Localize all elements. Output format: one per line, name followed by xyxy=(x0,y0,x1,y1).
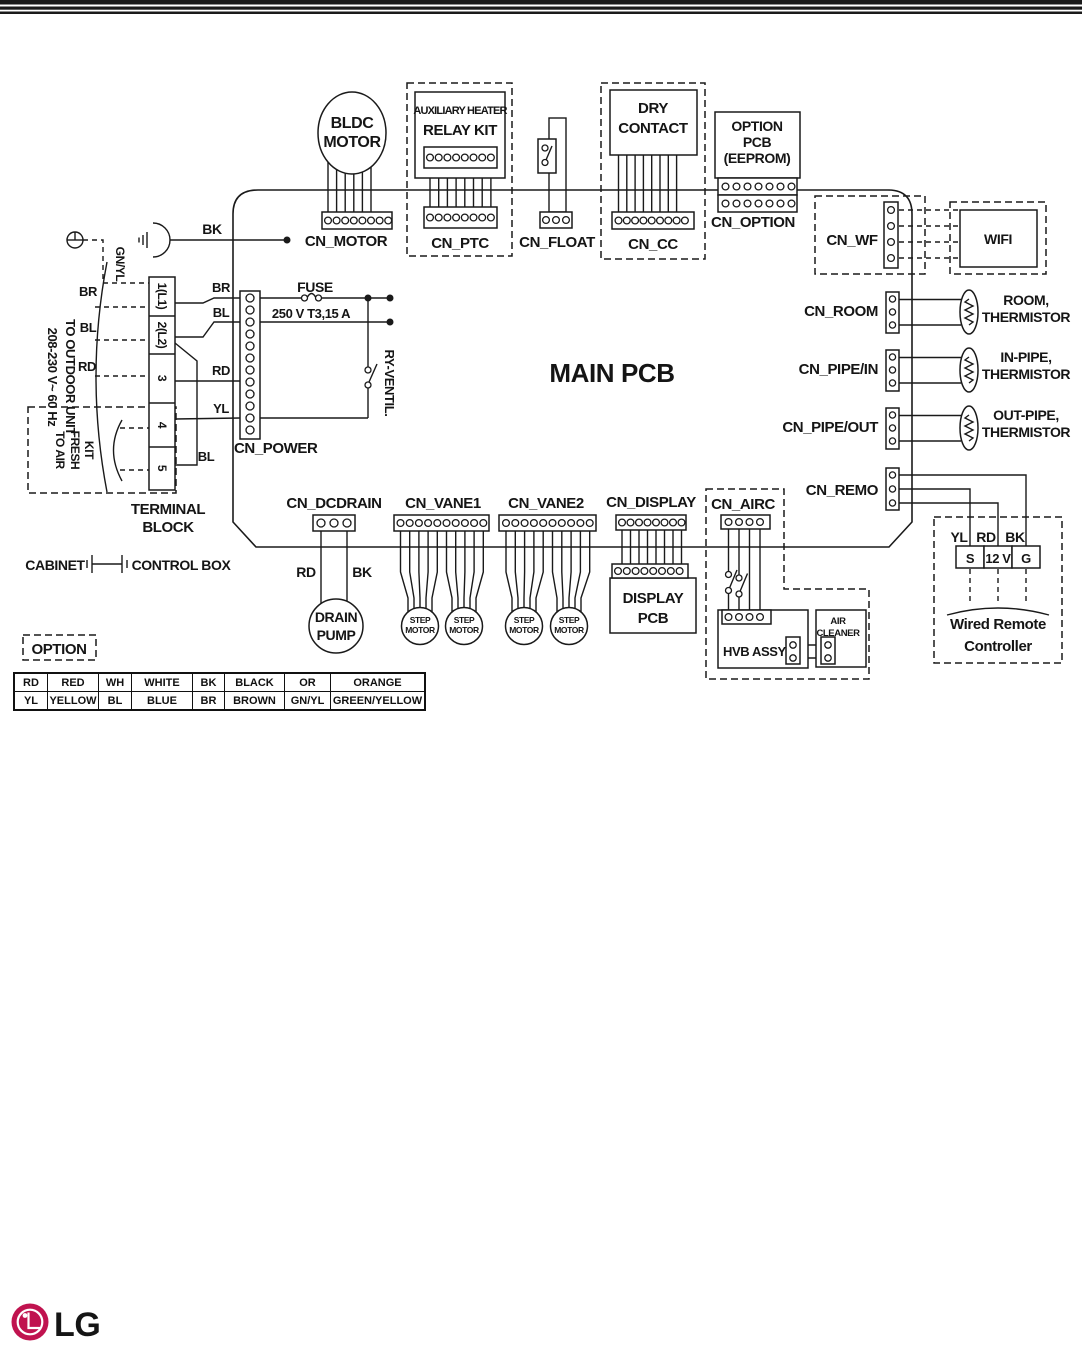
inpipe-thermistor-label: IN-PIPE, xyxy=(1000,349,1052,365)
cabinet-legend-label: CABINET xyxy=(25,557,85,573)
rd-remote-wire-label: RD xyxy=(976,529,996,545)
yl-remote-wire-label: YL xyxy=(950,529,968,545)
power-input-wires xyxy=(170,240,287,465)
bl-wire-label-right: BL xyxy=(212,305,230,320)
air-cleaner-label2: CLEANER xyxy=(816,628,860,639)
main-pcb-title: MAIN PCB xyxy=(549,358,675,388)
color-table-row xyxy=(14,673,425,692)
room-thermistor-label: ROOM, xyxy=(1003,292,1049,308)
drain-pump-label: DRAIN xyxy=(314,609,358,625)
dry-contact-label: DRY xyxy=(638,100,668,117)
aux-heater-label2: RELAY KIT xyxy=(423,122,497,139)
color-name: ORANGE xyxy=(331,673,426,692)
bldc-motor-label2: MOTOR xyxy=(323,134,381,151)
ry-ventil-switch-icon xyxy=(365,364,377,388)
display-pcb-label: DISPLAY xyxy=(622,590,684,607)
thermistor-inpipe-icon xyxy=(960,348,978,392)
dry-contact-label2: CONTACT xyxy=(618,120,688,137)
remote-terminal-12v-label: 12 V xyxy=(985,551,1011,566)
color-code: BK xyxy=(193,673,225,692)
cn-dcdrain-label: CN_DCDRAIN xyxy=(286,495,382,512)
step-motor-1-label: STEP xyxy=(409,615,431,625)
lg-logo-text: LG xyxy=(54,1306,101,1344)
cn-vane2-label: CN_VANE2 xyxy=(508,495,584,512)
thermistor-room-icon xyxy=(960,290,978,334)
rd-pump-wire-label: RD xyxy=(296,564,316,580)
color-name: RED xyxy=(48,673,99,692)
rd-wire-label-right: RD xyxy=(212,363,230,378)
wifi-dashed-wires xyxy=(899,210,960,258)
step-motor-1-label2: MOTOR xyxy=(405,625,435,635)
fuse-label: FUSE xyxy=(297,279,333,295)
cn-airc-label: CN_AIRC xyxy=(711,496,775,513)
option-pcb-label3: (EEPROM) xyxy=(723,150,791,166)
rd-wire-label-left: RD xyxy=(78,359,96,374)
br-wire-label-left: BR xyxy=(79,284,97,299)
bl-wire-label-left: BL xyxy=(79,320,97,335)
cn-option-label: CN_OPTION xyxy=(711,214,795,231)
step-motor-2-label: STEP xyxy=(453,615,475,625)
color-code: BR xyxy=(193,692,225,711)
air-fresh-label: TO AIR xyxy=(53,431,67,469)
cn-power-label: CN_POWER xyxy=(234,440,318,457)
color-name: WHITE xyxy=(132,673,193,692)
airc-switch-icon xyxy=(726,570,748,597)
bk-pump-wire-label: BK xyxy=(352,564,372,580)
remote-terminal-g-label: G xyxy=(1021,551,1031,566)
color-code: BL xyxy=(99,692,132,711)
color-name: BLUE xyxy=(132,692,193,711)
bldc-motor-label: BLDC xyxy=(330,115,374,132)
fuse-ventil-circuit xyxy=(260,237,394,419)
terminal-4-label: 4 xyxy=(155,421,169,429)
color-name: BLACK xyxy=(225,673,285,692)
control-box-legend-label: CONTROL BOX xyxy=(131,557,231,573)
terminal-5-label: 5 xyxy=(155,464,169,472)
cabinet-controlbox-legend-icon xyxy=(87,555,127,573)
air-fresh-label2: FRESH xyxy=(68,430,82,470)
cn-motor-label: CN_MOTOR xyxy=(304,233,388,250)
color-code: RD xyxy=(14,673,48,692)
air-cleaner-label: AIR xyxy=(830,616,846,627)
outdoor-brace xyxy=(96,262,107,492)
cn-remo-label: CN_REMO xyxy=(805,482,878,499)
cn-wf-label: CN_WF xyxy=(826,232,878,249)
drain-pump-shape xyxy=(309,599,363,653)
wire-color-table xyxy=(13,672,426,711)
terminal-2-label: 2(L2) xyxy=(155,321,169,349)
option-pcb-label: OPTION xyxy=(731,118,783,134)
color-code: GN/YL xyxy=(285,692,331,711)
inpipe-thermistor-label2: THERMISTOR xyxy=(981,366,1071,382)
cn-vane1-label: CN_VANE1 xyxy=(405,495,481,512)
terminal-1-label: 1(L1) xyxy=(155,282,169,310)
yl-wire-label-right: YL xyxy=(213,401,229,416)
air-fresh-label3: KIT xyxy=(82,440,96,460)
remote-wires xyxy=(899,475,1049,615)
cn-room-label: CN_ROOM xyxy=(804,303,878,320)
thermistor-wires xyxy=(899,300,961,442)
terminal-block-label: TERMINAL xyxy=(130,501,206,518)
br-wire-label-right: BR xyxy=(212,280,230,295)
cn-display-label: CN_DISPLAY xyxy=(606,494,696,511)
outpipe-thermistor-label2: THERMISTOR xyxy=(981,424,1071,440)
step-motor-3-label2: MOTOR xyxy=(509,625,539,635)
cn-float-label: CN_FLOAT xyxy=(519,234,595,251)
fuse-rating: 250 V T3,15 A xyxy=(271,306,351,321)
step-motor-4-label: STEP xyxy=(558,615,580,625)
cabinet-ground-icon xyxy=(139,223,170,257)
cn-cc-label: CN_CC xyxy=(628,236,678,253)
option-pcb-label2: PCB xyxy=(742,134,772,150)
wifi-label: WIFI xyxy=(984,231,1012,247)
gnyl-wire-label: GN/YL xyxy=(113,246,127,282)
earth-ground-icon xyxy=(67,232,83,248)
to-outdoor-unit-label: TO OUTDOOR UNIT xyxy=(63,319,78,435)
cn-pipe-out-label: CN_PIPE/OUT xyxy=(782,419,878,436)
bk-wire-label: BK xyxy=(202,221,222,237)
wired-remote-label: Wired Remote xyxy=(950,616,1046,633)
bl-wire-label-5: BL xyxy=(197,449,215,464)
terminal-3-label: 3 xyxy=(155,374,169,382)
bldc-motor-shape xyxy=(318,92,386,174)
color-name: YELLOW xyxy=(48,692,99,711)
page-header-rules xyxy=(0,0,1082,14)
color-code: OR xyxy=(285,673,331,692)
drain-pump-label2: PUMP xyxy=(316,627,356,643)
thermistor-outpipe-icon xyxy=(960,406,978,450)
option-legend-label: OPTION xyxy=(31,641,87,658)
remote-terminal-s-label: S xyxy=(965,551,975,566)
step-motor-2-label2: MOTOR xyxy=(449,625,479,635)
float-switch xyxy=(538,118,566,212)
outdoor-voltage-label: 208-230 V~ 60 Hz xyxy=(45,327,60,427)
step-motor-3-label: STEP xyxy=(513,615,535,625)
cn-pipe-in-label: CN_PIPE/IN xyxy=(798,361,878,378)
color-name: BROWN xyxy=(225,692,285,711)
room-thermistor-label2: THERMISTOR xyxy=(981,309,1071,325)
lg-logo xyxy=(12,1304,101,1345)
outpipe-thermistor-label: OUT-PIPE, xyxy=(993,407,1059,423)
ry-ventil-label: RY-VENTIL. xyxy=(382,349,397,417)
display-pcb-label2: PCB xyxy=(637,610,669,627)
cn-ptc-label: CN_PTC xyxy=(431,235,489,252)
color-table-row xyxy=(14,692,425,711)
air-fresh-brace xyxy=(114,420,123,481)
terminal-block-label2: BLOCK xyxy=(142,519,194,536)
aux-heater-label: AUXILIARY HEATER xyxy=(413,105,507,117)
color-code: WH xyxy=(99,673,132,692)
color-code: YL xyxy=(14,692,48,711)
color-name: GREEN/YELLOW xyxy=(331,692,426,711)
hvb-assy-label: HVB ASSY xyxy=(723,644,786,659)
wired-remote-label2: Controller xyxy=(964,638,1032,655)
step-motor-4-label2: MOTOR xyxy=(554,625,584,635)
connector-pins xyxy=(246,154,896,661)
bk-remote-wire-label: BK xyxy=(1005,529,1025,545)
